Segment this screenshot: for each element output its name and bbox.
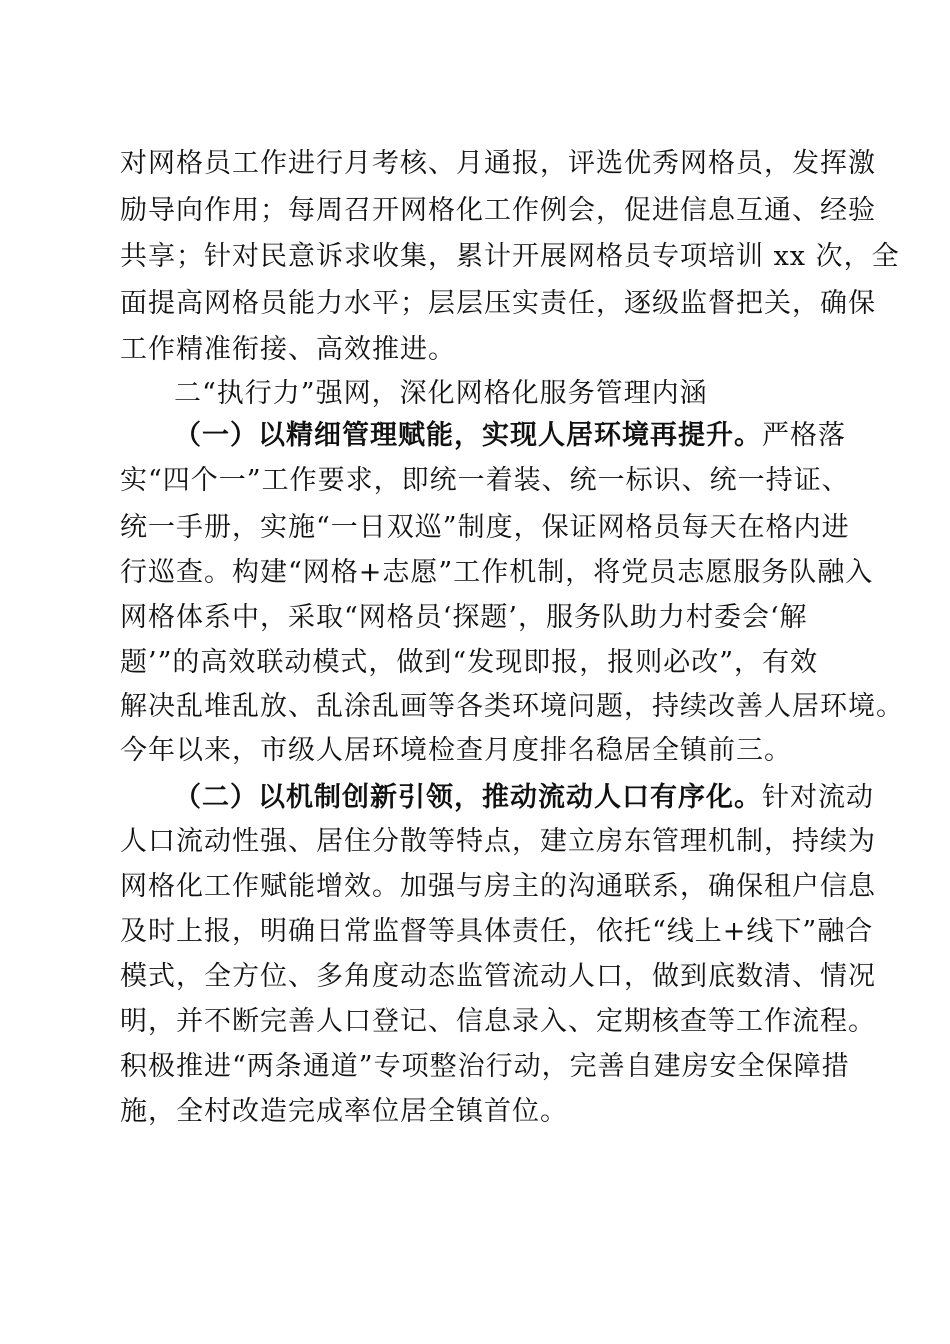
paragraph-line: 模式，全方位、多角度动态监管流动人口，做到底数清、情况 xyxy=(120,961,876,992)
paragraph-line: 共享；针对民意诉求收集，累计开展网格员专项培训 xx 次，全 xyxy=(120,241,900,272)
paragraph-line: 明，并不断完善人口登记、信息录入、定期核查等工作流程。 xyxy=(120,1006,876,1037)
paragraph-line: 人口流动性强、居住分散等特点，建立房东管理机制，持续为 xyxy=(120,826,876,857)
paragraph-line: 行巡查。构建“网格+志愿”工作机制，将党员志愿服务队融入 xyxy=(120,557,874,588)
paragraph-line: 对网格员工作进行月考核、月通报，评选优秀网格员，发挥激 xyxy=(120,148,876,179)
paragraph-line: 励导向作用；每周召开网格化工作例会，促进信息互通、经验 xyxy=(120,195,876,226)
paragraph-line: 及时上报，明确日常监督等具体责任，依托“线上+线下”融合 xyxy=(120,916,874,947)
paragraph-line: 网格化工作赋能增效。加强与房主的沟通联系，确保租户信息 xyxy=(120,871,876,902)
paragraph-line: 今年以来，市级人居环境检查月度排名稳居全镇前三。 xyxy=(120,735,792,766)
paragraph-text: 严格落 xyxy=(762,420,846,451)
subsection-heading-1: （一）以精细管理赋能，实现人居环境再提升。 xyxy=(174,420,762,451)
paragraph-line: 积极推进“两条通道”专项整治行动，完善自建房安全保障措 xyxy=(120,1051,850,1082)
subsection-heading-2: （二）以机制创新引领，推动流动人口有序化。 xyxy=(174,782,762,813)
paragraph-line: 网格体系中，采取“网格员‘探题’，服务队助力村委会‘解 xyxy=(120,602,808,633)
paragraph-text: 针对流动 xyxy=(762,782,874,813)
subsection-heading-line xyxy=(174,782,874,814)
paragraph-line: 面提高网格员能力水平；层层压实责任，逐级监督把关，确保 xyxy=(120,288,876,319)
paragraph-line: 解决乱堆乱放、乱涂乱画等各类环境问题，持续改善人居环境。 xyxy=(120,691,904,722)
paragraph-line: 工作精准衔接、高效推进。 xyxy=(120,334,456,365)
section-heading: 二“执行力”强网，深化网格化服务管理内涵 xyxy=(174,378,708,409)
paragraph-line: 施，全村改造完成率位居全镇首位。 xyxy=(120,1096,568,1127)
paragraph-line: 实“四个一”工作要求，即统一着装、统一标识、统一持证、 xyxy=(120,465,850,496)
paragraph-line: 题’”的高效联动模式，做到“发现即报，报则必改”，有效 xyxy=(120,647,818,678)
subsection-heading-line xyxy=(174,420,846,452)
paragraph-line: 统一手册，实施“一日双巡”制度，保证网格员每天在格内进 xyxy=(120,512,850,543)
